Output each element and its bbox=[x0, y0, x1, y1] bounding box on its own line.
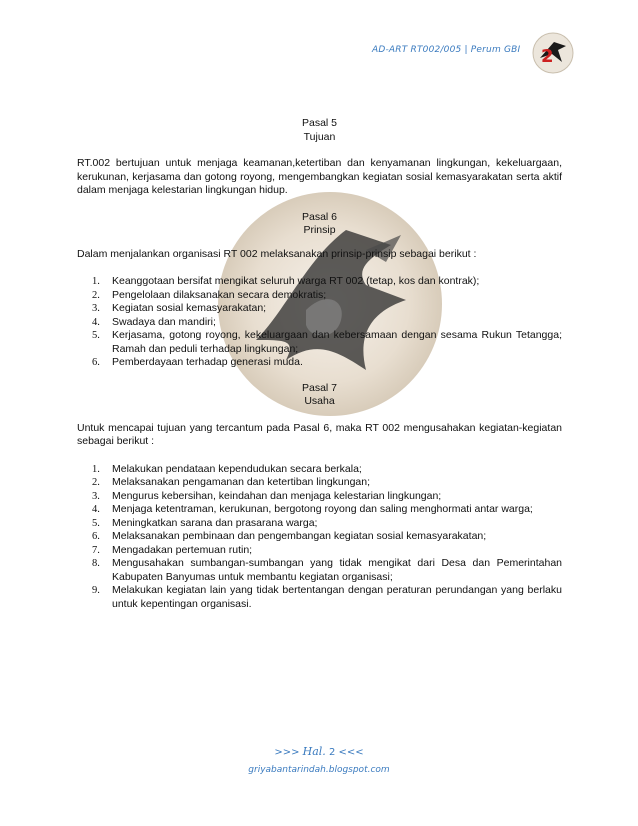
logo-text: 2 bbox=[541, 46, 554, 67]
list-item: 6. Pemberdayaan terhadap generasi muda. bbox=[92, 356, 303, 368]
footer-page-number: 2 bbox=[325, 747, 339, 758]
list-item: 6. Melaksanakan pembinaan dan pengembangan kegiatan sosial kemasyarakatan; bbox=[92, 530, 487, 542]
pasal6-intro: Dalam menjalankan organisasi RT 002 melaksanakan prinsip-prinsip sebagai berikut : bbox=[77, 247, 477, 260]
list-item: 5. Meningkatkan sarana dan prasarana warga; bbox=[92, 516, 318, 529]
list-item: 2. Melaksanakan pengamanan dan ketertiban lingkungan; bbox=[92, 476, 371, 488]
header-doc-ref: AD-ART RT002/005 | Perum GBI bbox=[372, 45, 521, 55]
pasal7-title: Pasal 7 bbox=[301, 381, 338, 394]
pasal7-list bbox=[77, 463, 562, 612]
document-body bbox=[77, 0, 562, 611]
list-item: 5. Kerjasama, gotong royong, kekeluargaan dan kebersamaan dengan sesama Rukun Tetangga; Ramah dan peduli terhadap lingkungan; bbox=[92, 329, 562, 355]
footer-page-label: Hal. bbox=[302, 745, 326, 758]
pasal5-subtitle: Tujuan bbox=[303, 130, 336, 143]
pasal6-subtitle: Prinsip bbox=[303, 224, 336, 236]
list-item: 3. Kegiatan sosial kemasyarakatan; bbox=[92, 302, 267, 314]
footer-page-nav bbox=[0, 745, 638, 758]
list-item: 9. Melakukan kegiatan lain yang tidak bertentangan dengan peraturan perundangan yang berlaku untuk kepentingan organisasi. bbox=[92, 584, 562, 610]
list-item: 1. Melakukan pendataan kependudukan secara berkala; bbox=[92, 462, 362, 475]
list-item: 4. Swadaya dan mandiri; bbox=[92, 315, 216, 328]
footer-nav-suffix: <<< bbox=[338, 747, 364, 758]
footer-nav-prefix: >>> bbox=[274, 747, 303, 758]
list-item: 8. Mengusahakan sumbangan-sumbangan yang tidak mengikat dari Desa dan Pemerintahan Kabupaten Banyumas untuk membantu kegiatan organisasi; bbox=[92, 557, 562, 583]
footer-url[interactable]: griyabantarindah.blogspot.com bbox=[248, 765, 390, 775]
pasal7-subtitle: Usaha bbox=[304, 395, 335, 407]
list-item: 1. Keanggotaan bersifat mengikat seluruh warga RT 002 (tetap, kos dan kontrak); bbox=[92, 275, 480, 287]
list-item: 2. Pengelolaan dilaksanakan secara demokratis; bbox=[92, 288, 327, 301]
pasal5-title: Pasal 5 bbox=[301, 117, 338, 129]
pasal7-intro: Untuk mencapai tujuan yang tercantum pada Pasal 6, maka RT 002 mengusahakan kegiatan-kegiatan sebagai berikut : bbox=[77, 421, 562, 447]
list-item: 4. Menjaga ketentraman, kerukunan, bergotong royong dan saling menghormati antar warga; bbox=[92, 503, 533, 515]
list-item: 7. Mengadakan pertemuan rutin; bbox=[92, 543, 253, 556]
list-item: 3. Mengurus kebersihan, keindahan dan menjaga kelestarian lingkungan; bbox=[92, 489, 442, 502]
pasal6-title: Pasal 6 bbox=[301, 210, 338, 223]
pasal6-list bbox=[77, 275, 562, 370]
pasal5-body: RT.002 bertujuan untuk menjaga keamanan,ketertiban dan kenyamanan lingkungan, kekeluargaan, kerukunan, kerjasama dan gotong royong, mengembangkan kegiatan sosial kemasyarakatan serta aktif dalam menjaga kelestarian lingkungan hidup. bbox=[77, 157, 562, 196]
